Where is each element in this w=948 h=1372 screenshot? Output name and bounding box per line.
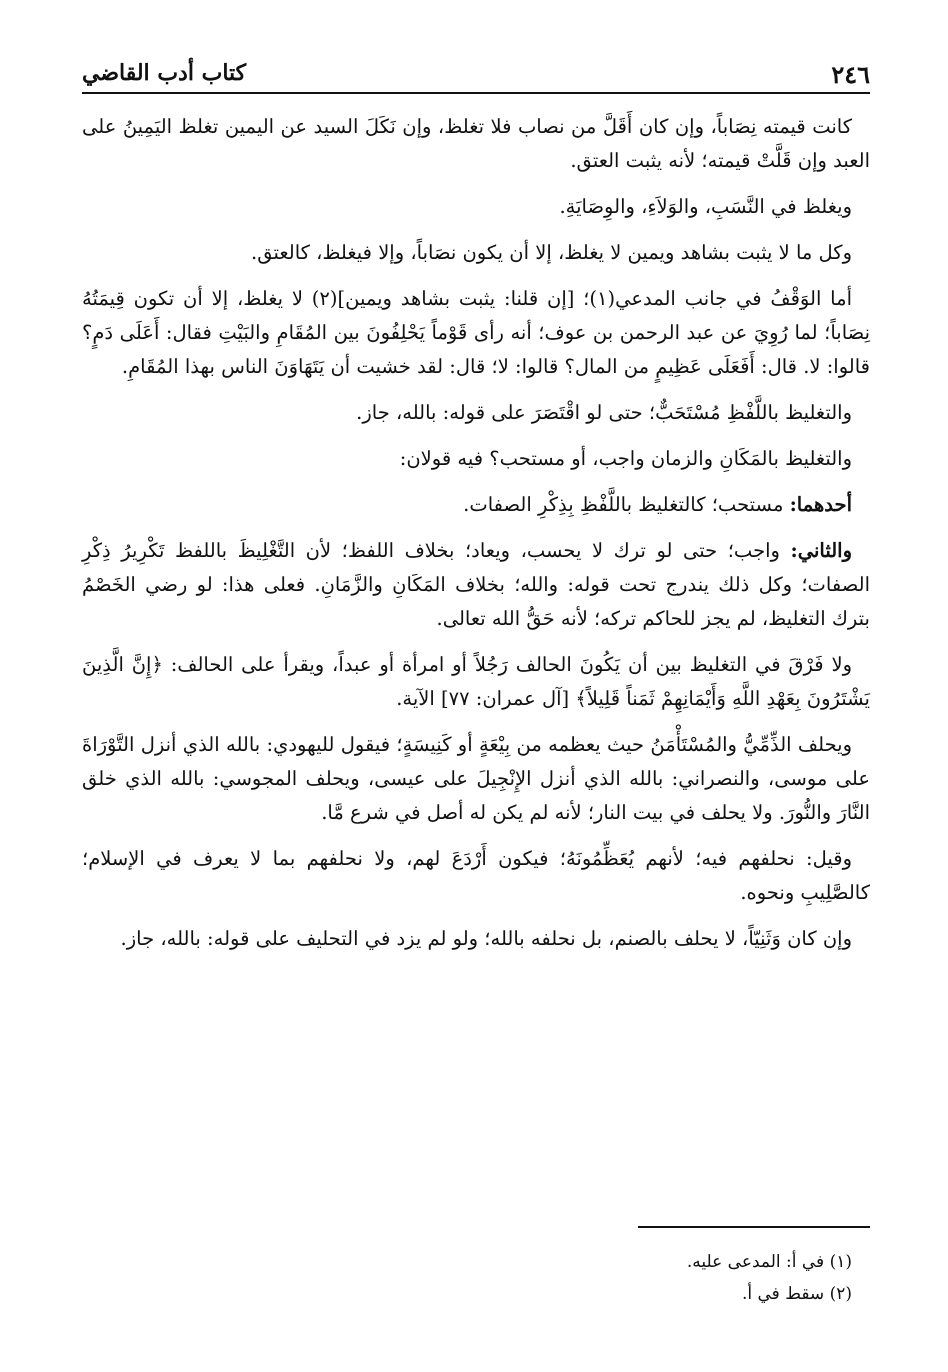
paragraph-text: ويحلف الذِّمِّيُّ والمُسْتَأْمَنُ حيث يعظمه من بِيْعَةٍ أو كَنِيسَةٍ؛ فيقول لليهودي: بالله الذي أنزل التَّوْرَاةَ على موسى، والنصراني: بالله الذي أنزل الإِنْجِيلَ على عيسى، ويحلف المجوسي: بالله الذي خلق النَّارَ والنُّورَ. ولا يحلف في بيت النار؛ لأنه لم يكن له أصل في شرع مَّا.	[82, 733, 870, 824]
paragraph-text: مستحب؛ كالتغليظ باللَّفْظِ بِذِكْرِ الصفات.	[463, 493, 790, 516]
footnote-1: (١) في أ: المدعى عليه.	[686, 1252, 852, 1272]
footnote-divider	[638, 1226, 870, 1228]
paragraph-text: ويغلظ في النَّسَبِ، والوَلاَءِ، والوِصَايَةِ.	[559, 195, 852, 218]
paragraph-4	[82, 282, 870, 384]
main-text	[82, 110, 870, 968]
page-header	[82, 58, 870, 94]
footnotes	[82, 1246, 852, 1310]
paragraph-8	[82, 534, 870, 636]
paragraph-text: وإن كان وَثَنِيّاً، لا يحلف بالصنم، بل نحلفه بالله؛ ولو لم يزد في التحليف على قوله: بالله، جاز.	[120, 927, 852, 950]
paragraph-text: واجب؛ حتى لو ترك لا يحسب، ويعاد؛ بخلاف اللفظ؛ لأن التَّغْلِيظَ باللفظ تَكْرِيرُ ذِكْرِ الصفات؛ وكل ذلك يندرج تحت قوله: والله؛ بخلاف المَكَانِ والزَّمَانِ. فعلى هذا: لو رضي الخَصْمُ بترك التغليظ، لم يجز للحاكم تركه؛ لأنه حَقُّ الله تعالى.	[82, 539, 870, 630]
paragraph-7	[82, 488, 870, 522]
paragraph-lead: والثاني:	[790, 539, 852, 562]
book-title: كتاب أدب القاضي	[82, 60, 247, 86]
paragraph-12	[82, 922, 870, 956]
paragraph-1	[82, 110, 870, 178]
paragraph-text: والتغليظ باللَّفْظِ مُسْتَحَبٌّ؛ حتى لو اقْتَصَرَ على قوله: بالله، جاز.	[356, 401, 852, 424]
paragraph-2	[82, 190, 870, 224]
paragraph-text: وقيل: نحلفهم فيه؛ لأنهم يُعَظِّمُونَهُ؛ فيكون أَرْدَعَ لهم، ولا نحلفهم بما لا يعرف في الإسلام؛ كالصَّلِيبِ ونحوه.	[82, 847, 870, 904]
paragraph-5	[82, 396, 870, 430]
paragraph-11	[82, 842, 870, 910]
paragraph-text: وكل ما لا يثبت بشاهد ويمين لا يغلظ، إلا أن يكون نصَاباً، وإلا فيغلظ، كالعتق.	[251, 241, 852, 264]
paragraph-text: والتغليظ بالمَكَانِ والزمان واجب، أو مستحب؟ فيه قولان:	[399, 447, 852, 470]
paragraph-text: ولا فَرْقَ في التغليظ بين أن يَكُونَ الحالف رَجُلاً أو امرأة أو عبداً، ويقرأ على الحالف: ﴿إِنَّ الَّذِينَ يَشْتَرُونَ بِعَهْدِ اللَّهِ وَأَيْمَانِهِمْ ثَمَناً قَلِيلاً﴾ [آل عمران: ٧٧] الآية.	[82, 653, 870, 710]
page-number: ٢٤٦	[831, 60, 870, 89]
paragraph-lead: أحدهما:	[789, 493, 852, 516]
paragraph-9	[82, 648, 870, 716]
footnote-2: (٢) سقط في أ.	[741, 1284, 852, 1304]
paragraph-text: كانت قيمته نِصَاباً، وإن كان أَقَلَّ من نصاب فلا تغلظ، وإن نَكَلَ السيد عن اليمين تغلظ اليَمِينُ على العبد وإن قَلَّتْ قيمته؛ لأنه يثبت العتق.	[82, 115, 870, 172]
paragraph-10	[82, 728, 870, 830]
paragraph-6	[82, 442, 870, 476]
paragraph-text: أما الوَقْفُ في جانب المدعي(١)؛ [إن قلنا: يثبت بشاهد ويمين](٢) لا يغلظ، إلا أن تكون قِيمَتُهُ نِصَاباً؛ لما رُوِيَ عن عبد الرحمن بن عوف؛ أنه رأى قَوْماً يَحْلِفُونَ بين المُقَامِ والبَيْتِ فقال: أَعَلَى دَمٍ؟ قالوا: لا. قال: أَفَعَلَى عَظِيمٍ من المال؟ قالوا: لا؛ قال: لقد خشيت أن يَتَهَاوَنَ الناس بهذا المُقَامِ.	[82, 287, 870, 378]
paragraph-3	[82, 236, 870, 270]
